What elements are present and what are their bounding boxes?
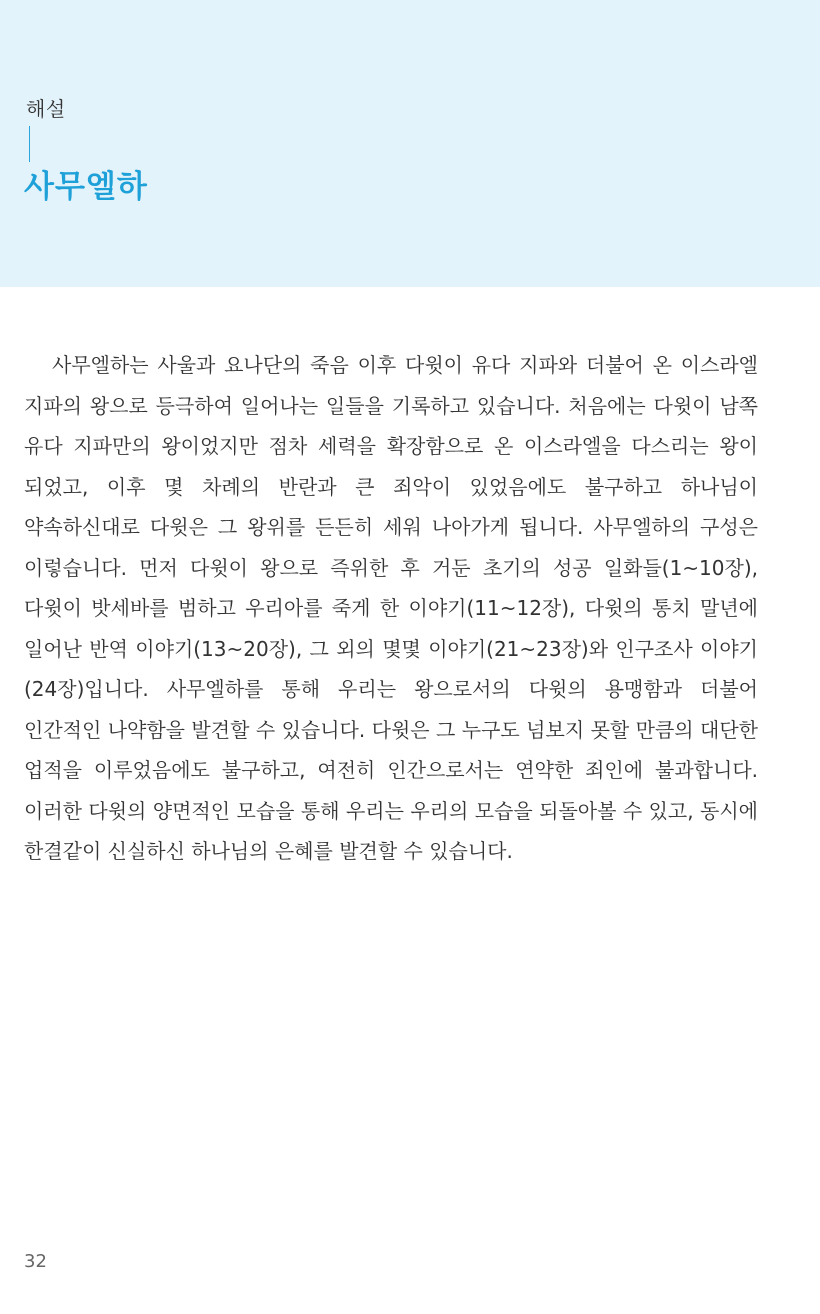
page-number: 32: [24, 1251, 47, 1272]
header-band: [0, 0, 820, 287]
body-paragraph: 사무엘하는 사울과 요나단의 죽음 이후 다윗이 유다 지파와 더불어 온 이스라엘 지파의 왕으로 등극하여 일어나는 일들을 기록하고 있습니다. 처음에는 다윗이 남쪽 유다 지파만의 왕이었지만 점차 세력을 확장함으로 온 이스라엘을 다스리는 왕이 되었고, 이후 몇 차례의 반란과 큰 죄악이 있었음에도 불구하고 하나님이 약속하신대로 다윗은 그 왕위를 든든히 세워 나아가게 됩니다. 사무엘하의 구성은 이렇습니다. 먼저 다윗이 왕으로 즉위한 후 거둔 초기의 성공 일화들(1~10장), 다윗이 밧세바를 범하고 우리아를 죽게 한 이야기(11~12장), 다윗의 통치 말년에 일어난 반역 이야기(13~20장), 그 외의 몇몇 이야기(21~23장)와 인구조사 이야기(24장)입니다. 사무엘하를 통해 우리는 왕으로서의 다윗의 용맹함과 더불어 인간적인 나약함을 발견할 수 있습니다. 다윗은 그 누구도 넘보지 못할 만큼의 대단한 업적을 이루었음에도 불구하고, 여전히 인간으로서는 연약한 죄인에 불과합니다. 이러한 다윗의 양면적인 모습을 통해 우리는 우리의 모습을 되돌아볼 수 있고, 동시에 한결같이 신실하신 하나님의 은혜를 발견할 수 있습니다.: [24, 353, 758, 863]
section-label: 해설: [26, 97, 66, 121]
page-title: 사무엘하: [24, 169, 148, 205]
title-divider: [29, 126, 30, 162]
